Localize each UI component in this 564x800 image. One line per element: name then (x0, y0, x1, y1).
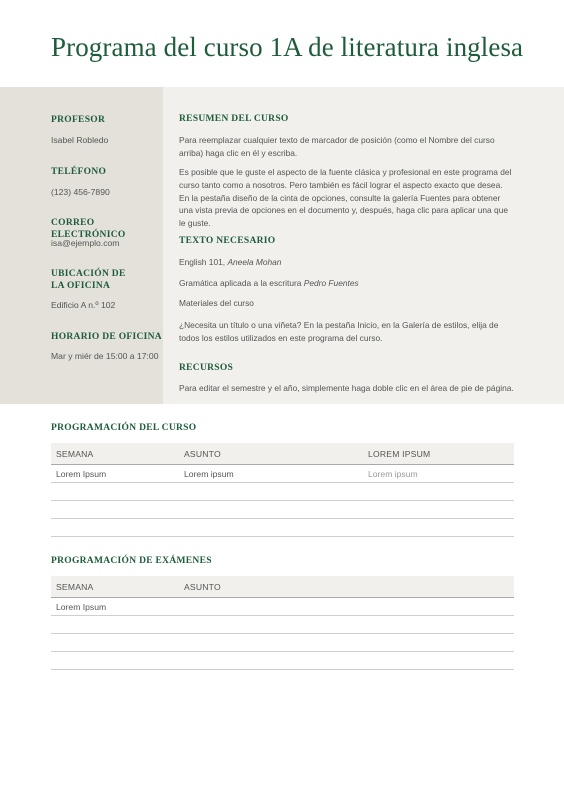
office-hours-label: HORARIO DE OFICINA (51, 332, 162, 342)
required-text-item-2: Gramática aplicada a la escritura Pedro Fuentes (179, 278, 359, 288)
phone-value: (123) 456-7890 (51, 187, 110, 197)
required-text-note: ¿Necesita un título o una viñeta? En la pestaña Inicio, en la Galería de estilos, elija de todos los estilos utilizados en este programa del curso. (179, 320, 499, 343)
column-header: SEMANA (56, 449, 94, 459)
table-row (51, 465, 514, 483)
table-row (51, 598, 514, 616)
required-text-item-1: English 101, Aneela Mohan (179, 257, 282, 267)
exam-schedule-table (51, 576, 514, 670)
summary-paragraph-1: Para reemplazar cualquier texto de marcador de posición (como el Nombre del curso arriba) haga clic en él y escriba. (179, 135, 495, 158)
page-title: Programa del curso 1A de literatura inglesa (51, 32, 524, 62)
column-header: LOREM IPSUM (368, 449, 431, 459)
author-name: Pedro Fuentes (303, 278, 359, 288)
table-cell: Lorem ipsum (368, 469, 418, 479)
office-location-value: Edificio A n.º 102 (51, 300, 116, 310)
column-header: SEMANA (56, 582, 94, 592)
professor-label: PROFESOR (51, 115, 106, 125)
resources-heading: RECURSOS (179, 363, 234, 373)
required-text-item-3: Materiales del curso (179, 298, 254, 308)
table-row (51, 652, 514, 670)
office-location-label: UBICACIÓN DE LA OFICINA (51, 269, 126, 291)
table-row (51, 501, 514, 519)
table-row (51, 519, 514, 537)
office-hours-value: Mar y miér de 15:00 a 17:00 (51, 351, 159, 361)
email-label: CORREO ELECTRÓNICO (51, 218, 126, 240)
summary-paragraph-2: Es posible que le guste el aspecto de la fuente clásica y profesional en este programa del curso tanto como a nosotros. Pero también es fácil lograr el aspecto exacto que desea. En la pestaña diseño de la cinta de opciones, consulte la galería Fuentes para obtener una vista previa de opciones en el documento y, después, haga clic para aplicar una que le guste. (179, 167, 512, 229)
column-header: ASUNTO (184, 449, 221, 459)
summary-heading: RESUMEN DEL CURSO (179, 114, 289, 124)
contact-sidebar (0, 87, 163, 404)
email-value: isa@ejemplo.com (51, 238, 120, 248)
author-name: Aneela Mohan (227, 257, 282, 267)
course-schedule-table (51, 443, 514, 537)
column-header: ASUNTO (184, 582, 221, 592)
resources-text: Para editar el semestre y el año, simplemente haga doble clic en el área de pie de página. (179, 383, 514, 393)
table-row (51, 616, 514, 634)
exam-schedule-title: PROGRAMACIÓN DE EXÁMENES (51, 556, 212, 566)
course-schedule-title: PROGRAMACIÓN DEL CURSO (51, 423, 197, 433)
table-cell: Lorem Ipsum (56, 469, 107, 479)
table-cell: Lorem ipsum (184, 469, 234, 479)
required-text-heading: TEXTO NECESARIO (179, 236, 276, 246)
table-cell: Lorem Ipsum (56, 602, 107, 612)
professor-value: Isabel Robledo (51, 135, 109, 145)
table-header (51, 443, 514, 465)
phone-label: TELÉFONO (51, 167, 107, 177)
table-row (51, 634, 514, 652)
table-header (51, 576, 514, 598)
table-row (51, 483, 514, 501)
